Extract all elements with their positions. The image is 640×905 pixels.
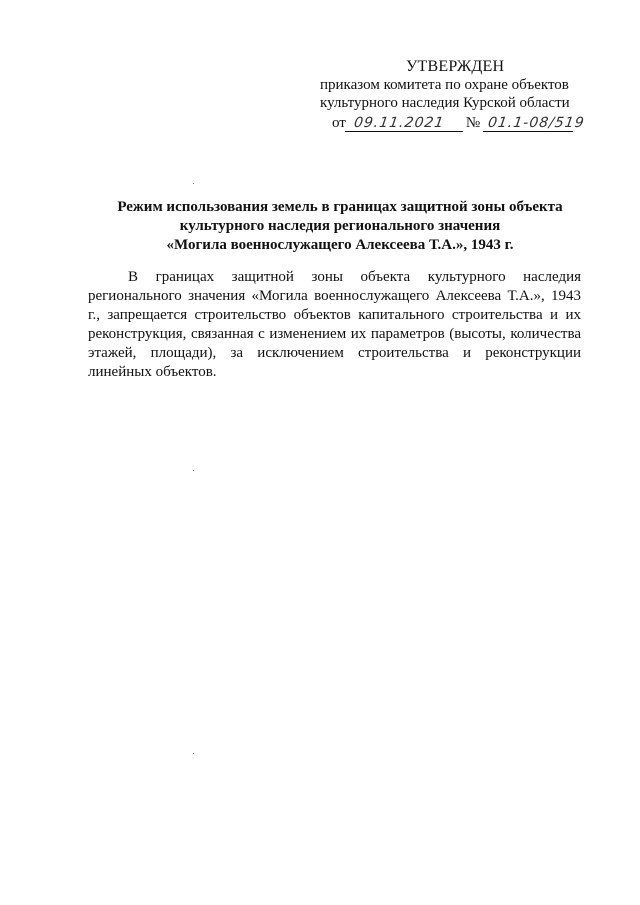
- scan-speck: [193, 753, 194, 754]
- handwritten-date: 09.11.2021: [345, 115, 465, 132]
- date-prefix: от: [332, 115, 346, 131]
- document-title: [90, 198, 590, 255]
- title-line-2: культурного наследия регионального значения: [179, 218, 501, 234]
- scan-speck: [193, 470, 194, 471]
- number-prefix: №: [465, 115, 481, 131]
- approval-stamp-block: [320, 58, 610, 132]
- approval-line-1: приказом комитета по охране объектов: [320, 77, 569, 93]
- title-line-1: Режим использования земель в границах защитной зоны объекта: [117, 199, 563, 215]
- approval-line-2: культурного наследия Курской области: [320, 95, 570, 111]
- title-line-3: «Могила военнослужащего Алексеева Т.А.», 1943 г.: [166, 237, 514, 253]
- approval-heading: УТВЕРЖДЕН: [406, 58, 505, 75]
- handwritten-order-number: 01.1-08/519: [483, 115, 575, 132]
- approval-date-number-row: [332, 114, 622, 132]
- body-paragraph: В границах защитной зоны объекта культурного наследия регионального значения «Могила военнослужащего Алексеева Т.А.», 1943 г., запрещается строительство объектов капитального строительства и их реконструкция, связанная с изменением их параметров (высоты, количества этажей, площади), за исключением строительства и реконструкции линейных объектов.: [88, 269, 581, 380]
- scan-speck: [193, 183, 194, 184]
